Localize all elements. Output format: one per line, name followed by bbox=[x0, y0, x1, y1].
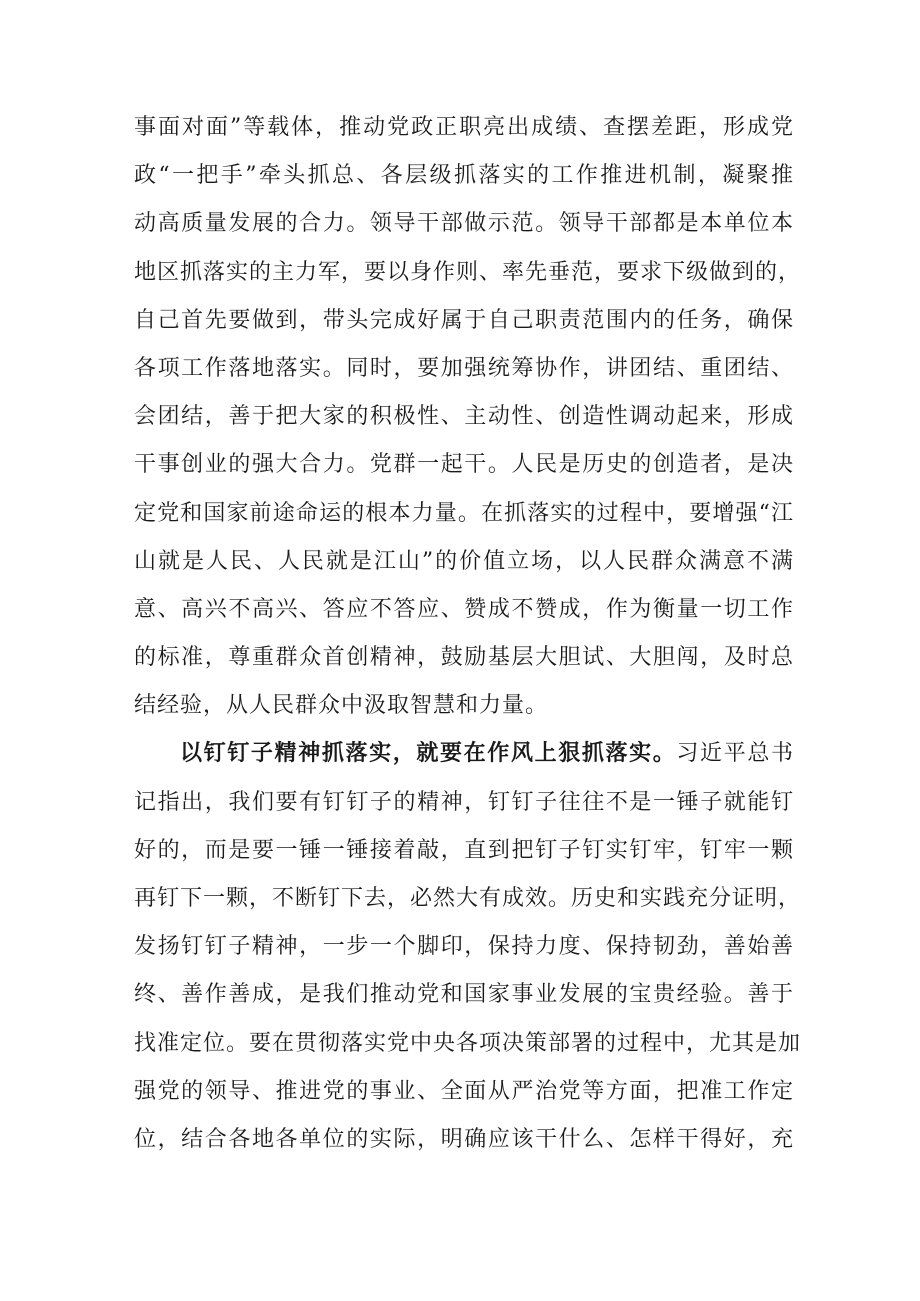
text-line: 会团结，善于把大家的积极性、主动性、创造性调动起来，形成 bbox=[134, 404, 794, 430]
text-line: 的标准，尊重群众首创精神，鼓励基层大胆试、大胆闯，及时总 bbox=[134, 645, 794, 671]
text-line: 找准定位。要在贯彻落实党中央各项决策部署的过程中，尤其是加 bbox=[134, 1030, 802, 1056]
text-line: 终、善作善成，是我们推动党和国家事业发展的宝贵经验。善于 bbox=[134, 982, 794, 1008]
text-line: 各项工作落地落实。同时，要加强统筹协作，讲团结、重团结、 bbox=[134, 355, 794, 381]
paragraph-2 bbox=[134, 730, 802, 1164]
text-run: 习近平总书 bbox=[676, 741, 794, 767]
text-line: 好的，而是要一锤一锤接着敲，直到把钉子钉实钉牢，钉牢一颗 bbox=[134, 837, 794, 863]
text-line: 强党的领导、推进党的事业、全面从严治党等方面，把准工作定 bbox=[134, 1078, 794, 1104]
text-line: 发扬钉钉子精神，一步一个脚印，保持力度、保持韧劲，善始善 bbox=[134, 934, 794, 960]
text-line: 位，结合各地各单位的实际，明确应该干什么、怎样干得好，充 bbox=[134, 1126, 794, 1152]
text-line: 再钉下一颗，不断钉下去，必然大有成效。历史和实践充分证明， bbox=[134, 886, 802, 911]
text-line: 动高质量发展的合力。领导干部做示范。领导干部都是本单位本 bbox=[134, 211, 794, 237]
text-line: 记指出，我们要有钉钉子的精神，钉钉子往往不是一锤子就能钉 bbox=[134, 789, 794, 815]
text-line: 山就是人民、人民就是江山”的价值立场，以人民群众满意不满 bbox=[134, 548, 794, 574]
paragraph-heading: 以钉钉子精神抓落实，就要在作风上狠抓落实。 bbox=[180, 741, 677, 767]
paragraph-first-line bbox=[134, 730, 794, 778]
body-text bbox=[134, 104, 802, 1164]
paragraph-1 bbox=[134, 104, 802, 730]
text-line: 意、高兴不高兴、答应不答应、赞成不赞成，作为衡量一切工作 bbox=[134, 596, 794, 622]
text-line: 自己首先要做到，带头完成好属于自己职责范围内的任务，确保 bbox=[134, 307, 794, 333]
text-line: 政“一把手”牵头抓总、各层级抓落实的工作推进机制，凝聚推 bbox=[134, 163, 794, 189]
text-line: 事面对面”等载体，推动党政正职亮出成绩、查摆差距，形成党 bbox=[134, 115, 794, 140]
text-line: 地区抓落实的主力军，要以身作则、率先垂范，要求下级做到的， bbox=[134, 259, 802, 285]
text-line: 定党和国家前途命运的根本力量。在抓落实的过程中，要增强“江 bbox=[134, 500, 794, 526]
text-line: 干事创业的强大合力。党群一起干。人民是历史的创造者，是决 bbox=[134, 452, 794, 478]
text-line: 结经验，从人民群众中汲取智慧和力量。 bbox=[134, 693, 549, 719]
